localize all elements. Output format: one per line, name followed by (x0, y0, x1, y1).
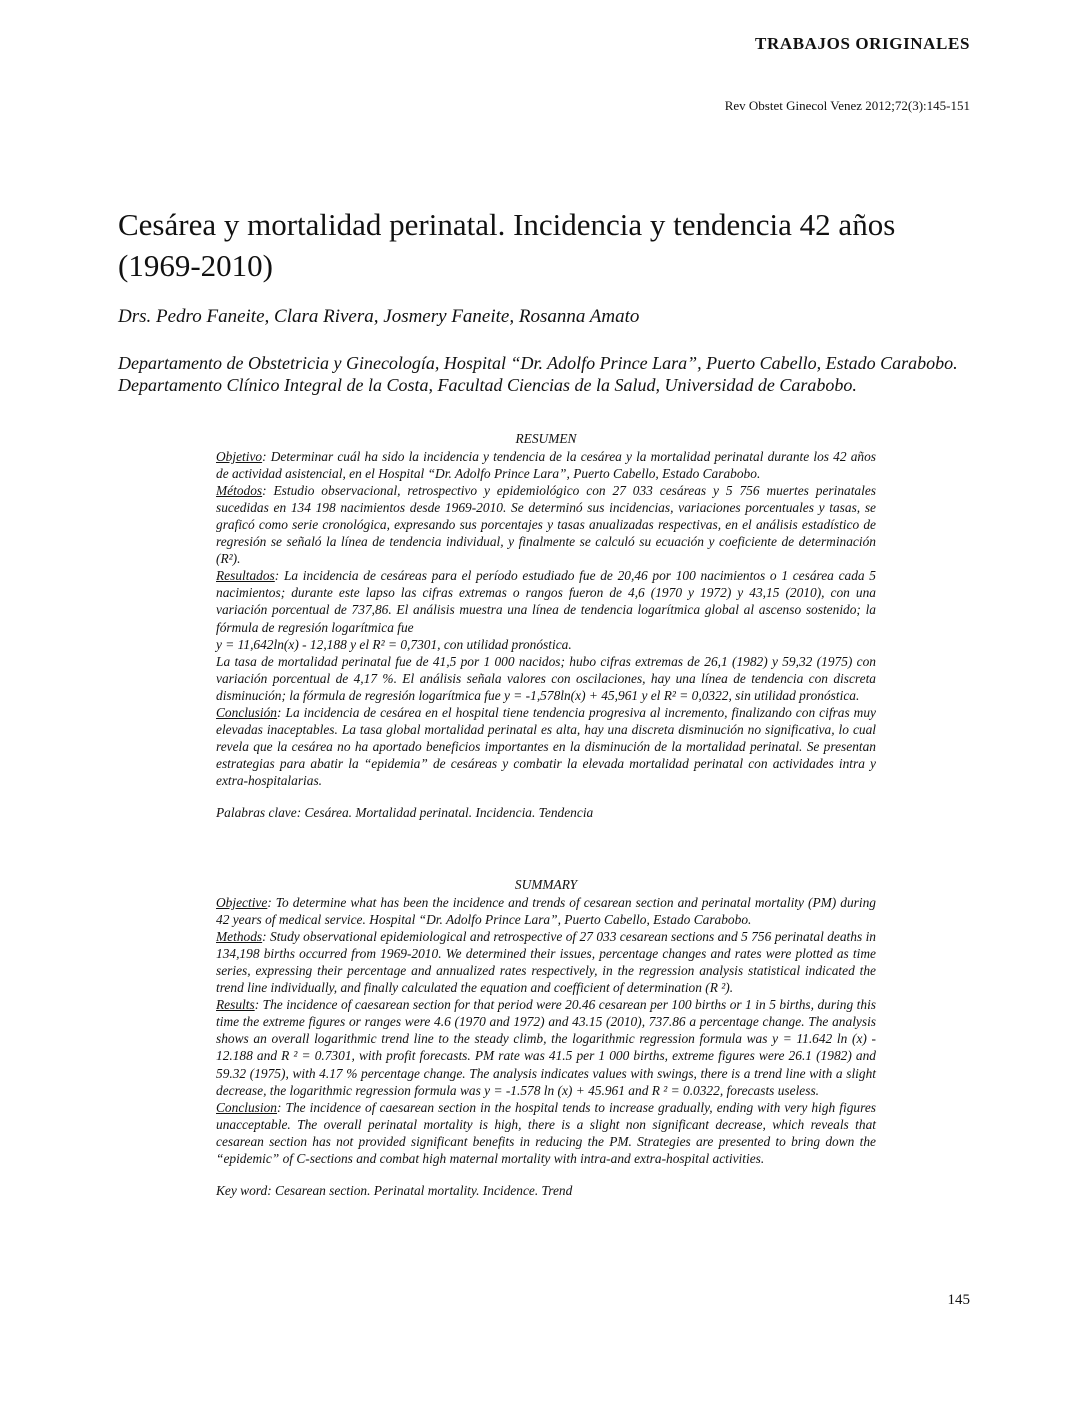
resultados-label: Resultados (216, 568, 275, 584)
resumen-resultados-mortalidad: La tasa de mortalidad perinatal fue de 41,5 por 1 000 nacidos; hubo cifras extremas de 26,1 (1982) y 59,32 (1975) con variación porcentual de 4,17 %. El análisis señala valores con oscilaciones, hay una línea de tendencia con discreta disminución; la fórmula de regresión logarítmica fue y = -1,578ln(x) + 45,961 y el R² = 0,0322, sin utilidad pronóstica. (216, 653, 876, 703)
resumen-conclusion (216, 704, 876, 789)
resumen-metodos (216, 482, 876, 567)
resumen-heading: RESUMEN (515, 431, 577, 446)
article-title: Cesárea y mortalidad perinatal. Incidencia y tendencia 42 años (1969-2010) (118, 207, 896, 283)
metodos-label: Métodos (216, 483, 263, 499)
summary-results (216, 996, 876, 1098)
objective-label: Objective (216, 895, 268, 911)
methods-text: : Study observational epidemiological and retrospective of 27 033 cesarean sections and 5 756 perinatal deaths in 134,198 births occurred from 1969-2010. We determined their issues, percentage changes and rates were plotted as time series, expressing their percentage and annualized rates respectively, in the regression analysis statistical indicated the trend line individually, and finally calculated the equation and coefficient of determination (R ²). (216, 929, 876, 996)
objective-text: : To determine what has been the incidence and trends of cesarean section and perinatal mortality (PM) during 42 years of medical service. Hospital “Dr. Adolfo Prince Lara”, Puerto Cabello, Estado Carabobo. (216, 895, 876, 928)
section-label: TRABAJOS ORIGINALES (755, 34, 970, 53)
summary-objective (216, 894, 876, 928)
journal-citation: Rev Obstet Ginecol Venez 2012;72(3):145-151 (724, 98, 970, 113)
resumen-abstract (216, 430, 876, 821)
summary-conclusion (216, 1099, 876, 1167)
conclusion-label: Conclusión (216, 704, 278, 720)
results-label: Results (216, 997, 255, 1013)
resumen-resultados (216, 567, 876, 635)
article-authors: Drs. Pedro Faneite, Clara Rivera, Josmery Faneite, Rosanna Amato (118, 306, 640, 327)
summary-conclusion-text: : The incidence of caesarean section in the hospital tends to increase gradually, ending with very high figures unacceptable. The overall perinatal mortality is high, there is a slight non significant decrease, which reveals that cesarean section has not provided significant benefits in reducing the PM. Strategies are presented to bring down the “epidemic” of C-sections and combat high maternal mortality with intra-and extra-hospital activities. (216, 1099, 876, 1166)
resumen-objetivo (216, 448, 876, 482)
summary-abstract (216, 876, 876, 1199)
article-affiliation: Departamento de Obstetricia y Ginecología, Hospital “Dr. Adolfo Prince Lara”, Puerto Cabello, Estado Carabobo. Departamento Clínico Integral de la Costa, Facultad Ciencias de la Salud, Universidad de Carabobo. (118, 353, 958, 395)
resultados-text: : La incidencia de cesáreas para el período estudiado fue de 20,46 por 100 nacimientos o 1 cesárea cada 5 nacimientos; durante este lapso las cifras extremas o rangos fueron de 4,6 (1970 y 1972) y 43,15 (2010), con una variación porcentual de 737,86. El análisis muestra una línea de tendencia logarítmica global al ascenso sostenido; la fórmula de regresión logarítmica fue (216, 568, 876, 635)
summary-conclusion-label: Conclusion (216, 1099, 278, 1115)
page-number: 145 (947, 1292, 970, 1308)
summary-keywords: Key word: Cesarean section. Perinatal mortality. Incidence. Trend (216, 1182, 573, 1198)
methods-label: Methods (216, 929, 263, 945)
conclusion-text: : La incidencia de cesárea en el hospital tiene tendencia progresiva al incremento, finalizando con cifras muy elevadas inaceptables. La tasa global mortalidad perinatal es alta, hay una discreta disminución no significativa, lo cual revela que la cesárea no ha aportado beneficios importantes en la disminución de la mortalidad perinatal. Se presentan estrategias para abatir la “epidemia” de cesáreas y combatir la elevada mortalidad perinatal con actividades intra y extra-hospitalarias. (216, 704, 876, 788)
results-text: : The incidence of caesarean section for that period were 20.46 cesarean per 100 births or 1 in 5 births, during this time the extreme figures or ranges were 4.6 (1970 and 1972) and 43.15 (2010), 737.86 a percentage change. The analysis shows an overall logarithmic trend line to the steady climb, the logarithmic regression formula was y = 11.642 ln (x) - 12.188 and R ² = 0.7301, with profit forecasts. PM rate was 41.5 per 1 000 births, extreme figures were 26.1 (1982) and 59.32 (1975), with 4.17 % percentage change. The analysis indicates values with swings, there is a trend line with a slight decrease, the logarithmic regression formula was y = -1.578 ln (x) + 45.961 and R ² = 0.0322, forecasts useless. (216, 997, 876, 1098)
resumen-keywords: Palabras clave: Cesárea. Mortalidad perinatal. Incidencia. Tendencia (216, 804, 594, 820)
objetivo-text: : Determinar cuál ha sido la incidencia y tendencia de la cesárea y la mortalidad perinatal durante los 42 años de actividad asistencial, en el Hospital “Dr. Adolfo Prince Lara”, Puerto Cabello, Estado Carabobo. (216, 449, 876, 482)
metodos-text: : Estudio observacional, retrospectivo y epidemiológico con 27 033 cesáreas y 5 756 muertes perinatales sucedidas en 134 198 nacimientos desde 1969-2010. Se determinó sus incidencias, variaciones porcentuales y tasas, se graficó como serie cronológica, expresando sus porcentajes y tasas anualizadas respectivas, en el análisis estadístico de regresión se señaló la línea de tendencia individual, y finalmente se calculó su ecuación y coeficiente de determinación (R²). (216, 483, 876, 567)
resumen-resultados-formula: y = 11,642ln(x) - 12,188 y el R² = 0,7301, con utilidad pronóstica. (216, 636, 572, 652)
objetivo-label: Objetivo (216, 449, 263, 465)
summary-heading: SUMMARY (514, 877, 578, 892)
summary-methods (216, 928, 876, 996)
